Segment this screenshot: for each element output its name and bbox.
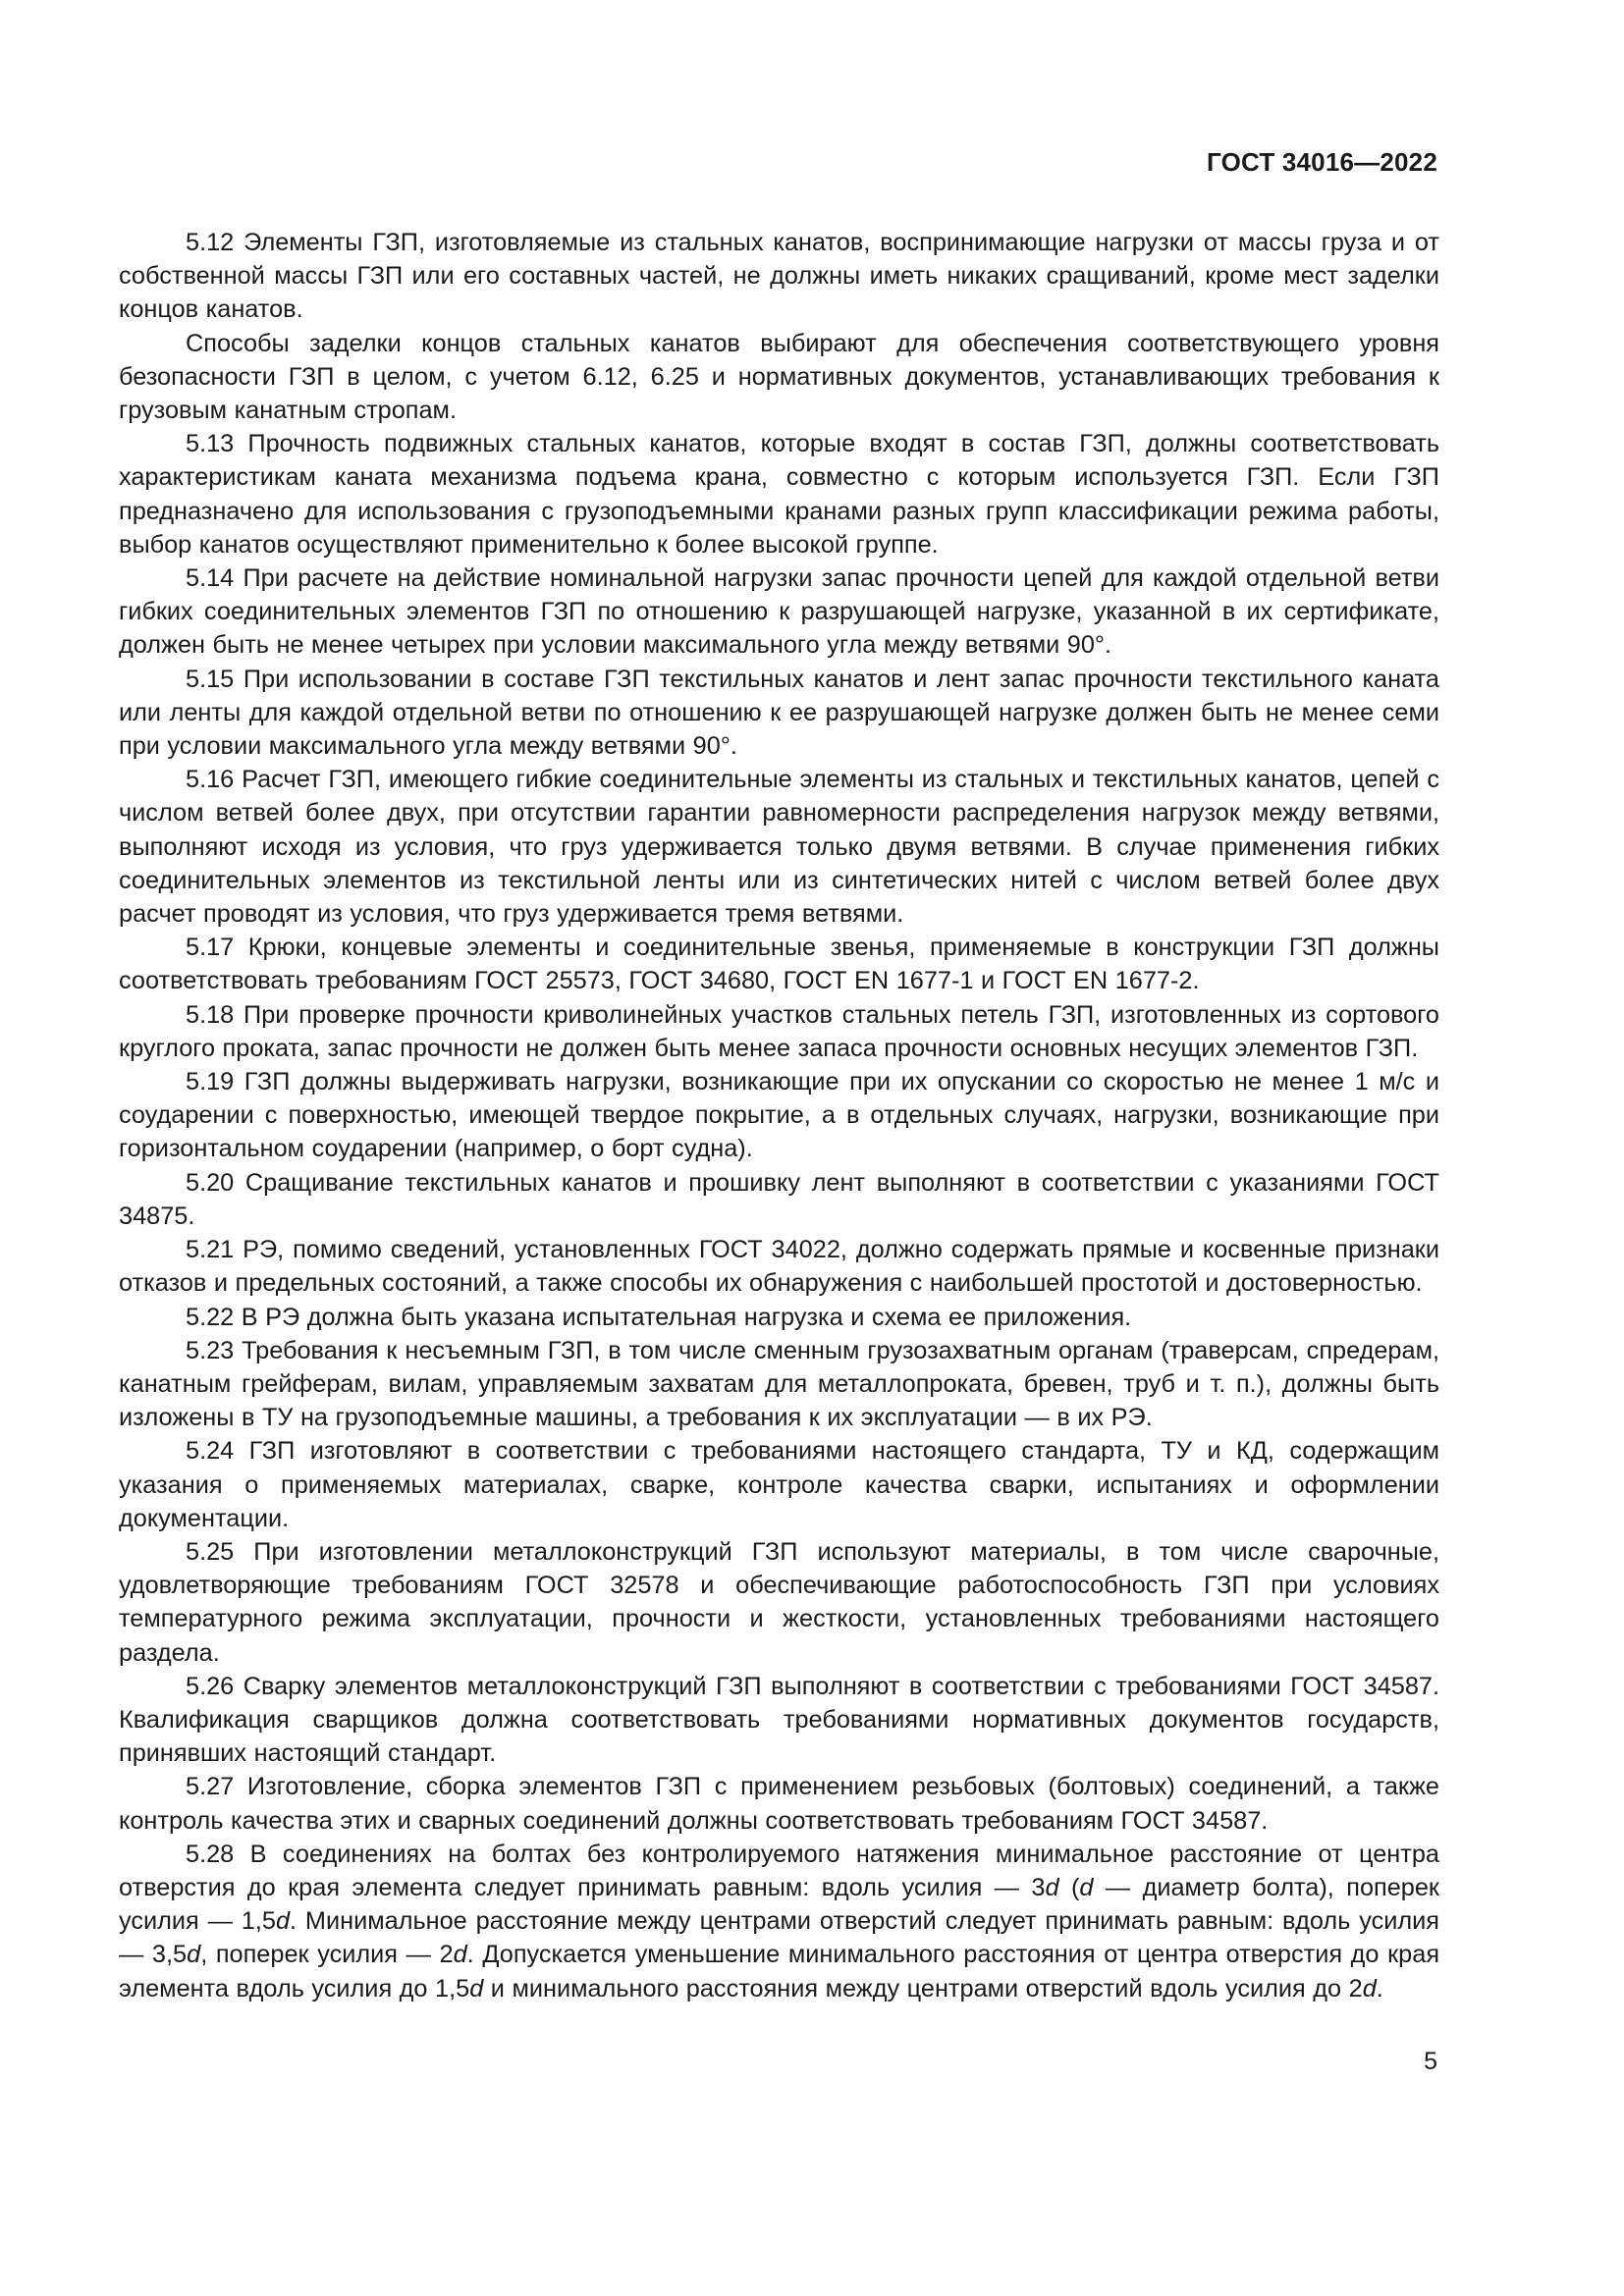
text-segment: , поперек усилия — 2 (200, 1941, 454, 1969)
paragraph-5-17: 5.17 Крюки, концевые элементы и соединительные звенья, применяемые в конструкции ГЗП должны соответствовать требованиям ГОСТ 25573, ГОСТ 34680, ГОСТ EN 1677-1 и ГОСТ EN 1677-2. (119, 934, 1439, 995)
paragraph-5-12: 5.12 Элементы ГЗП, изготовляемые из стальных канатов, воспринимающие нагрузки от массы груза и от собственной массы ГЗП или его составных частей, не должны иметь никаких сращиваний, кроме мест заделки концов канатов. (119, 229, 1439, 324)
paragraph-5-15: 5.15 При использовании в составе ГЗП текстильных канатов и лент запас прочности текстильного каната или ленты для каждой отдельной ветви по отношению к ее разрушающей нагрузке должен быть не менее семи при условии максимального угла между ветвями 90°. (119, 665, 1439, 761)
variable-d: d (469, 1974, 484, 2002)
page-number: 5 (1424, 2048, 1437, 2075)
paragraph-5-26: 5.26 Сварку элементов металлоконструкций ГЗП выполняют в соответствии с требованиями ГОСТ 34587. Квалификация сварщиков должна соответствовать требованиями нормативных документов государств, принявших настоящий стандарт. (119, 1672, 1439, 1768)
variable-d: d (1045, 1873, 1059, 1901)
paragraph-5-22: 5.22 В РЭ должна быть указана испытательная нагрузка и схема ее приложения. (186, 1303, 1132, 1331)
paragraph-5-16: 5.16 Расчет ГЗП, имеющего гибкие соединительные элементы из стальных и текстильных канатов, цепей с числом ветвей более двух, при отсутствии гарантии равномерности распределения нагрузок между ветвями, выполняют исходя из условия, что груз удерживается только двумя ветвями. В случае применения гибких соединительных элементов из текстильной ленты или из синтетических нитей с числом ветвей более двух расчет проводят из условия, что груз удерживается тремя ветвями. (119, 766, 1439, 929)
text-segment: и минимального расстояния между центрами отверстий вдоль усилия до 2 (483, 1974, 1363, 2002)
text-segment: . Минимальное расстояние между центрами отверстий следует принимать равным: вдоль усилия — 3,5 (119, 1907, 1439, 1969)
variable-d: d (275, 1907, 291, 1936)
paragraph-5-13: 5.13 Прочность подвижных стальных канатов, которые входят в состав ГЗП, должны соответствовать характеристикам каната механизма подъема крана, совместно с которым используется ГЗП. Если ГЗП предназначено для использования с грузоподъемными кранами разных групп классификации режима работы, выбор канатов осуществляют применительно к более высокой группе. (119, 430, 1439, 559)
paragraph-5-24: 5.24 ГЗП изготовляют в соответствии с требованиями настоящего стандарта, ТУ и КД, содержащим указания о применяемых материалах, сварке, контроле качества сварки, испытаниях и оформлении документации. (119, 1437, 1439, 1532)
document-body (119, 226, 1439, 2005)
paragraph-5-20: 5.20 Сращивание текстильных канатов и прошивку лент выполняют в соответствии с указаниями ГОСТ 34875. (119, 1168, 1439, 1230)
paragraph-5-12-cont: Способы заделки концов стальных канатов выбирают для обеспечения соответствующего уровня безопасности ГЗП в целом, с учетом 6.12, 6.25 и нормативных документов, устанавливающих требования к грузовым канатным стропам. (119, 329, 1439, 425)
text-segment: — диаметр болта), поперек усилия — 1,5 (119, 1873, 1439, 1936)
paragraph-5-21: 5.21 РЭ, помимо сведений, установленных ГОСТ 34022, должно содержать прямые и косвенные признаки отказов и предельных состояний, а также способы их обнаружения с наибольшей простотой и достоверностью. (119, 1236, 1439, 1298)
text-segment: 5.28 В соединениях на болтах без контролируемого натяжения минимальное расстояние от центра отверстия до края элемента следует принимать равным: вдоль усилия — 3 (119, 1840, 1439, 1901)
paragraph-5-14: 5.14 При расчете на действие номинальной нагрузки запас прочности цепей для каждой отдельной ветви гибких соединительных элементов ГЗП по отношению к разрушающей нагрузке, указанной в их сертификате, должен быть не менее четырех при условии максимального угла между ветвями 90°. (119, 564, 1439, 660)
text-segment: ( (1058, 1873, 1080, 1901)
paragraph-5-28 (119, 1838, 1439, 2005)
variable-d: d (453, 1941, 467, 1969)
paragraph-5-19: 5.19 ГЗП должны выдерживать нагрузки, возникающие при их опускании со скоростью не менее 1 м/с и соударении с поверхностью, имеющей твердое покрытие, а в отдельных случаях, нагрузки, возникающие при горизонтальном соударении (например, о борт судна). (119, 1068, 1439, 1163)
variable-d: d (1362, 1974, 1377, 2002)
variable-d: d (1079, 1873, 1094, 1901)
paragraph-5-27: 5.27 Изготовление, сборка элементов ГЗП с применением резьбовых (болтовых) соединений, а также контроль качества этих и сварных соединений должны соответствовать требованиям ГОСТ 34587. (119, 1773, 1439, 1835)
text-segment: . Допускается уменьшение минимального расстояния от центра отверстия до края элемента вдоль усилия до 1,5 (119, 1941, 1440, 2002)
document-header: ГОСТ 34016—2022 (1207, 147, 1437, 177)
paragraph-5-18: 5.18 При проверке прочности криволинейных участков стальных петель ГЗП, изготовленных из сортового круглого проката, запас прочности не должен быть менее запаса прочности основных несущих элементов ГЗП. (119, 1000, 1439, 1062)
text-segment: . (1376, 1974, 1383, 2002)
variable-d: d (187, 1941, 201, 1969)
paragraph-5-25: 5.25 При изготовлении металлоконструкций ГЗП используют материалы, в том числе сварочные, удовлетворяющие требованиям ГОСТ 32578 и обеспечивающие работоспособность ГЗП при условиях температурного режима эксплуатации, прочности и жесткости, установленных требованиями настоящего раздела. (119, 1537, 1439, 1667)
paragraph-5-23: 5.23 Требования к несъемным ГЗП, в том числе сменным грузозахватным органам (траверсам, спредерам, канатным грейферам, вилам, управляемым захватам для металлопроката, бревен, труб и т. п.), должны быть изложены в ТУ на грузоподъемные машины, а требования к их эксплуатации — в их РЭ. (119, 1336, 1439, 1432)
